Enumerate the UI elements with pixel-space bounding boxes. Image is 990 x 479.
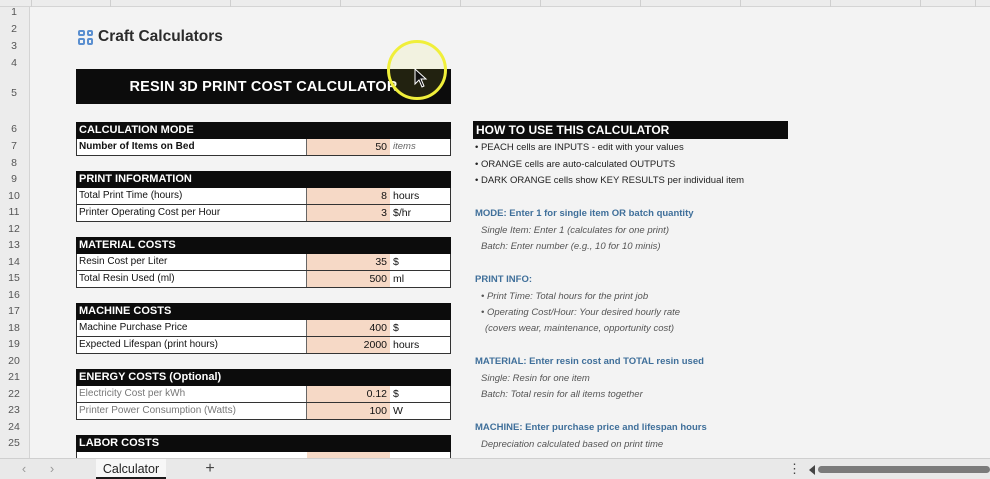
- section-heading-labor-costs[interactable]: LABOR COSTS: [76, 435, 451, 452]
- howto-line[interactable]: Single: Resin for one item: [481, 373, 590, 384]
- field-label[interactable]: Printer Operating Cost per Hour: [77, 205, 307, 221]
- row-number[interactable]: 3: [11, 40, 17, 52]
- input-row-operating-cost: [76, 205, 451, 222]
- row-number[interactable]: 8: [11, 157, 17, 169]
- howto-line[interactable]: PRINT INFO:: [475, 274, 532, 285]
- howto-line[interactable]: Single Item: Enter 1 (calculates for one print): [481, 225, 669, 236]
- unit-label[interactable]: hours: [393, 339, 420, 351]
- input-row-resin-cost: [76, 254, 451, 271]
- row-number[interactable]: 7: [11, 140, 17, 152]
- field-label[interactable]: Printer Power Consumption (Watts): [77, 403, 307, 419]
- lifespan-input[interactable]: 2000: [307, 337, 390, 353]
- row-number[interactable]: 17: [8, 305, 20, 317]
- howto-line[interactable]: • PEACH cells are INPUTS - edit with your values: [475, 142, 684, 153]
- row-number[interactable]: 12: [8, 223, 20, 235]
- section-heading-print-information[interactable]: PRINT INFORMATION: [76, 171, 451, 188]
- unit-label[interactable]: items: [393, 141, 416, 152]
- howto-heading[interactable]: HOW TO USE THIS CALCULATOR: [473, 121, 788, 139]
- mouse-pointer-icon: [414, 68, 428, 88]
- unit-label[interactable]: $: [393, 256, 399, 268]
- section-heading-energy-costs[interactable]: ENERGY COSTS (Optional): [76, 369, 451, 386]
- howto-line[interactable]: MODE: Enter 1 for single item OR batch quantity: [475, 208, 694, 219]
- add-sheet-button[interactable]: +: [205, 460, 215, 477]
- chevron-left-icon[interactable]: ‹: [21, 461, 27, 476]
- field-label[interactable]: Machine Purchase Price: [77, 320, 307, 336]
- field-label[interactable]: Resin Cost per Liter: [77, 254, 307, 270]
- row-number[interactable]: 16: [8, 289, 20, 301]
- input-row-resin-used: [76, 271, 451, 288]
- row-number[interactable]: 11: [8, 206, 20, 218]
- scroll-left-icon[interactable]: [809, 465, 815, 475]
- howto-line[interactable]: (covers wear, maintenance, opportunity cost): [485, 323, 675, 334]
- grid-logo-icon: [78, 30, 93, 45]
- calculator-title[interactable]: RESIN 3D PRINT COST CALCULATOR: [76, 69, 451, 104]
- howto-line[interactable]: MACHINE: Enter purchase price and lifespan hours: [475, 422, 707, 433]
- row-number[interactable]: 15: [8, 272, 20, 284]
- row-number[interactable]: 25: [8, 437, 20, 449]
- brand-name: Craft Calculators: [98, 28, 223, 45]
- unit-label[interactable]: $/hr: [393, 207, 412, 219]
- section-heading-material-costs[interactable]: MATERIAL COSTS: [76, 237, 451, 254]
- row-number[interactable]: 22: [8, 388, 20, 400]
- input-row-machine-price: [76, 320, 451, 337]
- howto-line[interactable]: Depreciation calculated based on print time: [481, 439, 664, 450]
- row-number[interactable]: 10: [8, 190, 20, 202]
- chevron-right-icon[interactable]: ›: [49, 461, 55, 476]
- section-heading-machine-costs[interactable]: MACHINE COSTS: [76, 303, 451, 320]
- row-number[interactable]: 21: [8, 371, 20, 383]
- row-number[interactable]: 13: [8, 239, 20, 251]
- unit-label[interactable]: $: [393, 322, 399, 334]
- sheet-tab-calculator[interactable]: Calculator: [96, 459, 166, 479]
- unit-label[interactable]: hours: [393, 190, 420, 202]
- row-number[interactable]: 23: [8, 404, 20, 416]
- row-number[interactable]: 24: [8, 421, 20, 433]
- row-number[interactable]: 2: [11, 23, 17, 35]
- items-on-bed-input[interactable]: 50: [307, 139, 390, 155]
- field-label[interactable]: Number of Items on Bed: [77, 139, 307, 155]
- row-number[interactable]: 5: [11, 87, 17, 99]
- input-row-lifespan: [76, 337, 451, 354]
- electricity-cost-input[interactable]: 0.12: [307, 386, 390, 402]
- unit-label[interactable]: ml: [393, 273, 405, 285]
- howto-line[interactable]: Batch: Enter number (e.g., 10 for 10 minis): [481, 241, 661, 252]
- row-number[interactable]: 6: [11, 123, 17, 135]
- row-number[interactable]: 18: [8, 322, 20, 334]
- field-label[interactable]: Electricity Cost per kWh: [77, 386, 307, 402]
- brand-logo: [78, 28, 223, 46]
- howto-line[interactable]: • Print Time: Total hours for the print job: [481, 291, 649, 302]
- resin-cost-input[interactable]: 35: [307, 254, 390, 270]
- field-label[interactable]: Total Resin Used (ml): [77, 271, 307, 287]
- row-number[interactable]: 1: [11, 6, 17, 18]
- unit-label[interactable]: $: [393, 388, 399, 400]
- row-number[interactable]: 14: [8, 256, 20, 268]
- row-number[interactable]: 4: [11, 57, 17, 69]
- row-number[interactable]: 19: [8, 338, 20, 350]
- howto-line[interactable]: MATERIAL: Enter resin cost and TOTAL resin used: [475, 356, 704, 367]
- row-header: [0, 7, 30, 458]
- column-header-bar: [0, 0, 990, 7]
- machine-price-input[interactable]: 400: [307, 320, 390, 336]
- more-options-icon[interactable]: ⋮: [788, 461, 801, 476]
- power-consumption-input[interactable]: 100: [307, 403, 390, 419]
- input-row-items-on-bed: [76, 139, 451, 156]
- print-time-input[interactable]: 8: [307, 188, 390, 204]
- howto-line[interactable]: • Operating Cost/Hour: Your desired hourly rate: [481, 307, 681, 318]
- input-row-print-time: [76, 188, 451, 205]
- field-label[interactable]: Expected Lifespan (print hours): [77, 337, 307, 353]
- input-row-electricity-cost: [76, 386, 451, 403]
- field-label[interactable]: Total Print Time (hours): [77, 188, 307, 204]
- resin-used-input[interactable]: 500: [307, 271, 390, 287]
- sheet-tab-bar: [0, 458, 990, 479]
- howto-line[interactable]: • ORANGE cells are auto-calculated OUTPUTS: [475, 159, 676, 170]
- howto-line[interactable]: • DARK ORANGE cells show KEY RESULTS per individual item: [475, 175, 745, 186]
- row-number[interactable]: 9: [11, 173, 17, 185]
- operating-cost-input[interactable]: 3: [307, 205, 390, 221]
- input-row-power-consumption: [76, 403, 451, 420]
- unit-label[interactable]: W: [393, 405, 403, 417]
- horizontal-scrollbar[interactable]: [818, 466, 990, 473]
- section-heading-calculation-mode[interactable]: CALCULATION MODE: [76, 122, 451, 139]
- row-number[interactable]: 20: [8, 355, 20, 367]
- howto-line[interactable]: Batch: Total resin for all items together: [481, 389, 643, 400]
